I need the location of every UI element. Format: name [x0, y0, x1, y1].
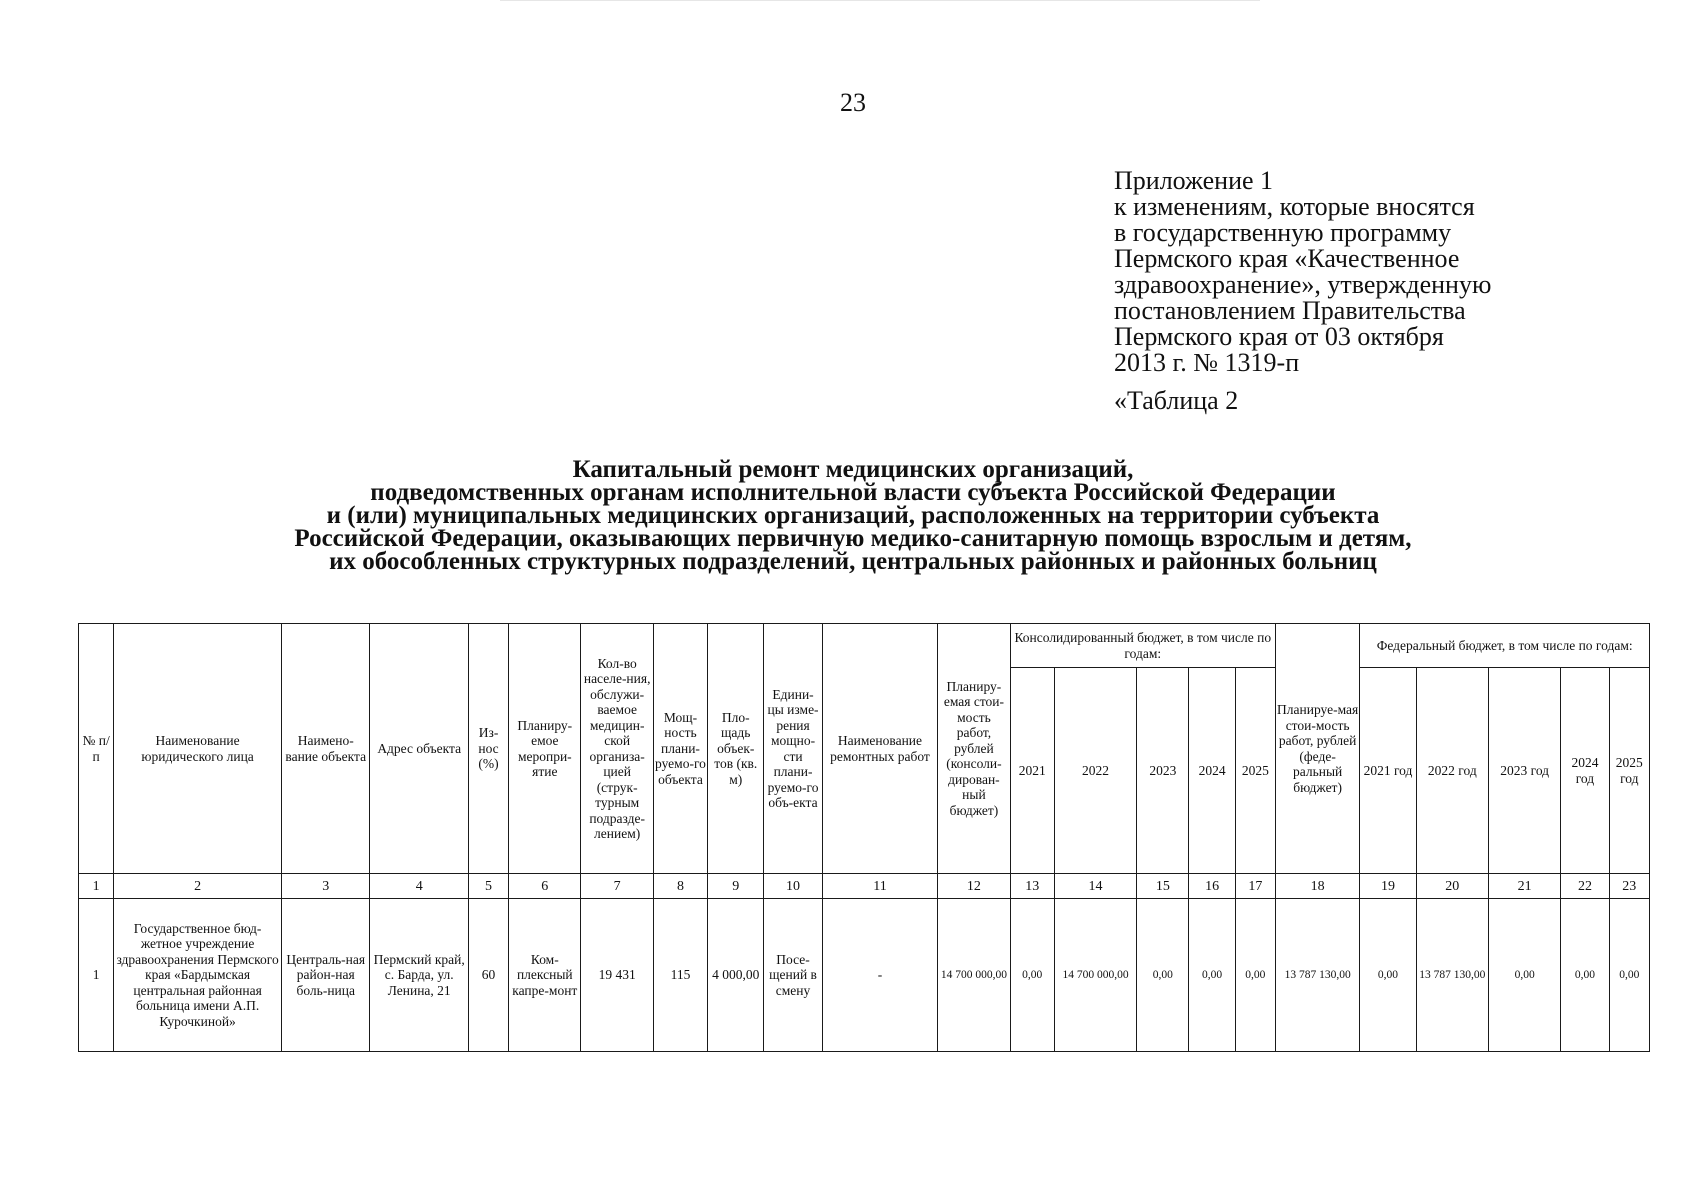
cell-fed-2024: 0,00: [1561, 899, 1609, 1052]
header-cons-2021: 2021: [1010, 668, 1054, 874]
page-number: 23: [840, 88, 866, 117]
cell-fed-2021: 0,00: [1360, 899, 1416, 1052]
table-label: «Таблица 2: [1114, 386, 1239, 415]
appendix-line: здравоохранение», утвержденную: [1114, 270, 1492, 299]
column-number: 3: [282, 874, 370, 899]
header-fed-2023: 2023 год: [1488, 668, 1560, 874]
column-number: 15: [1137, 874, 1189, 899]
header-planned-measure: Планиру-емое меропри-ятие: [509, 624, 581, 874]
header-federal-group: Федеральный бюджет, в том числе по годам:: [1360, 624, 1650, 668]
cell-cons-2025: 0,00: [1235, 899, 1275, 1052]
title-line: и (или) муниципальных медицинских организаций, расположенных на территории субъекта: [326, 502, 1380, 529]
document-title: [0, 458, 1706, 573]
header-area: Пло-щадь объек-тов (кв. м): [708, 624, 764, 874]
cell-fed-2023: 0,00: [1488, 899, 1560, 1052]
cell-capacity-unit: Посе-щений в смену: [764, 899, 822, 1052]
capital-repair-table: [78, 623, 1650, 1052]
cell-area: 4 000,00: [708, 899, 764, 1052]
column-number: 7: [581, 874, 653, 899]
column-number: 11: [822, 874, 938, 899]
column-number: 23: [1609, 874, 1649, 899]
cell-wear: 60: [468, 899, 508, 1052]
column-number: 8: [653, 874, 707, 899]
header-fed-2025: 2025 год: [1609, 668, 1649, 874]
column-number: 9: [708, 874, 764, 899]
title-line: их обособленных структурных подразделений, центральных районных и районных больниц: [329, 548, 1377, 575]
cell-object-name: Централь-ная район-ная боль-ница: [282, 899, 370, 1052]
header-object-name: Наимено-вание объекта: [282, 624, 370, 874]
header-federal-cost: Планируе-мая стои-мость работ, рублей (феде-ральный бюджет): [1275, 624, 1359, 874]
cell-legal-entity: Государственное бюд-жетное учреждение здравоохранения Пермского края «Бардымская центральная районная больница имени А.П. Курочкиной»: [114, 899, 282, 1052]
column-number: 4: [370, 874, 468, 899]
title-line: Российской Федерации, оказывающих первичную медико-санитарную помощь взрослым и детям,: [294, 525, 1412, 552]
cell-cons-2021: 0,00: [1010, 899, 1054, 1052]
header-cons-2023: 2023: [1137, 668, 1189, 874]
appendix-line: в государственную программу: [1114, 218, 1452, 247]
header-cons-2022: 2022: [1054, 668, 1136, 874]
column-number: 1: [79, 874, 114, 899]
cell-number: 1: [79, 899, 114, 1052]
header-fed-2022: 2022 год: [1416, 668, 1488, 874]
header-number: № п/п: [79, 624, 114, 874]
column-number: 13: [1010, 874, 1054, 899]
appendix-line: Пермского края от 03 октября: [1114, 322, 1444, 351]
cell-planned-measure: Ком-плексный капре-монт: [509, 899, 581, 1052]
column-number: 16: [1189, 874, 1235, 899]
header-capacity: Мощ-ность плани-руемо-го объекта: [653, 624, 707, 874]
column-number: 2: [114, 874, 282, 899]
column-number: 22: [1561, 874, 1609, 899]
cell-fed-2022: 13 787 130,00: [1416, 899, 1488, 1052]
cell-consolidated-cost: 14 700 000,00: [938, 899, 1010, 1052]
column-number: 12: [938, 874, 1010, 899]
cell-cons-2022: 14 700 000,00: [1054, 899, 1136, 1052]
header-cons-2025: 2025: [1235, 668, 1275, 874]
column-number-row: [79, 874, 1650, 899]
column-number: 10: [764, 874, 822, 899]
header-wear: Из-нос (%): [468, 624, 508, 874]
column-number: 17: [1235, 874, 1275, 899]
header-object-address: Адрес объекта: [370, 624, 468, 874]
column-number: 21: [1488, 874, 1560, 899]
column-number: 20: [1416, 874, 1488, 899]
header-fed-2021: 2021 год: [1360, 668, 1416, 874]
header-consolidated-group: Консолидированный бюджет, в том числе по годам:: [1010, 624, 1275, 668]
cell-capacity: 115: [653, 899, 707, 1052]
scan-top-line: [500, 0, 1260, 1]
appendix-line: к изменениям, которые вносятся: [1114, 192, 1475, 221]
column-number: 6: [509, 874, 581, 899]
column-number: 14: [1054, 874, 1136, 899]
appendix-line: 2013 г. № 1319-п: [1114, 348, 1300, 377]
header-capacity-unit: Едини-цы изме-рения мощно-сти плани-руемо-го объ-екта: [764, 624, 822, 874]
cell-cons-2024: 0,00: [1189, 899, 1235, 1052]
title-line: подведомственных органам исполнительной власти субъекта Российской Федерации: [370, 479, 1336, 506]
table-row: [79, 899, 1650, 1052]
column-number: 5: [468, 874, 508, 899]
cell-population: 19 431: [581, 899, 653, 1052]
cell-cons-2023: 0,00: [1137, 899, 1189, 1052]
header-repair-works: Наименование ремонтных работ: [822, 624, 938, 874]
column-number: 19: [1360, 874, 1416, 899]
header-cons-2024: 2024: [1189, 668, 1235, 874]
title-line: Капитальный ремонт медицинских организаций,: [572, 456, 1134, 483]
cell-federal-cost: 13 787 130,00: [1275, 899, 1359, 1052]
column-number: 18: [1275, 874, 1359, 899]
header-consolidated-cost: Планиру-емая стои-мость работ, рублей (консоли-дирован-ный бюджет): [938, 624, 1010, 874]
appendix-line: Приложение 1: [1114, 166, 1274, 195]
appendix-block: [1114, 168, 1634, 376]
cell-repair-works: -: [822, 899, 938, 1052]
header-population: Кол-во населе-ния, обслужи-ваемое медицин-ской организа-цией (струк-турным подразде-лением): [581, 624, 653, 874]
cell-object-address: Пермский край, с. Барда, ул. Ленина, 21: [370, 899, 468, 1052]
appendix-line: Пермского края «Качественное: [1114, 244, 1460, 273]
header-legal-entity: Наименование юридического лица: [114, 624, 282, 874]
appendix-line: постановлением Правительства: [1114, 296, 1466, 325]
cell-fed-2025: 0,00: [1609, 899, 1649, 1052]
header-fed-2024: 2024 год: [1561, 668, 1609, 874]
